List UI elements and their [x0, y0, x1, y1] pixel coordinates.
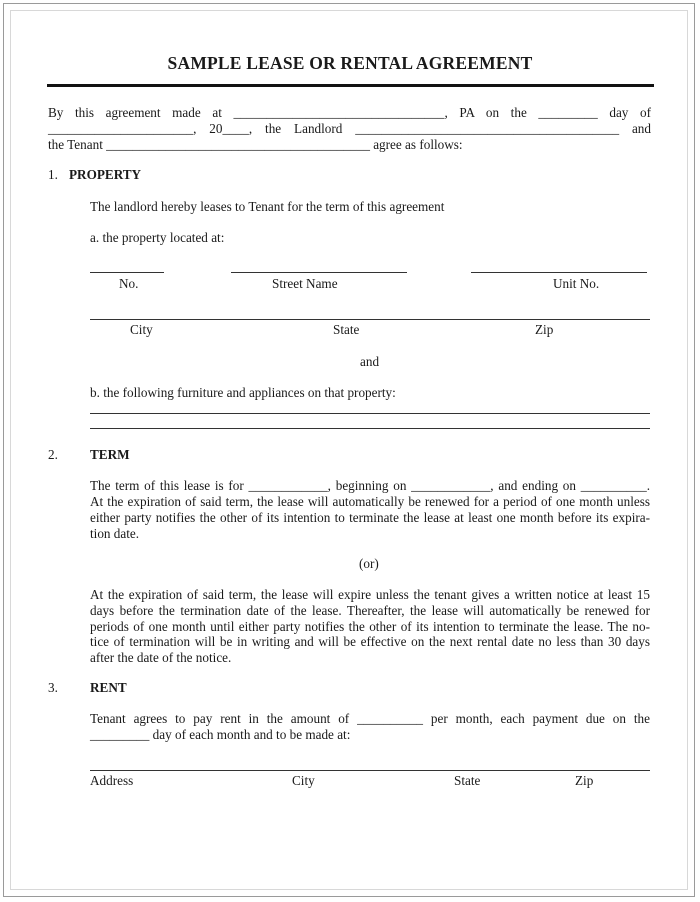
document-title: SAMPLE LEASE OR RENTAL AGREEMENT — [167, 53, 533, 73]
term-p2-line-4: tice of termination will be in writing and will be effective on the next rental date no less than 30 days — [90, 634, 650, 649]
section-3-number: 3. — [48, 680, 58, 695]
term-p1-line-4: tion date. — [90, 526, 140, 541]
term-p2-line-1: At the expiration of said term, the lease will expire unless the tenant gives a written notice at least 15 — [90, 587, 650, 602]
section-2-number: 2. — [48, 447, 58, 462]
term-p1-line-3: either party notifies the other of its intention to terminate the lease at least one month before its expira- — [90, 510, 650, 525]
field-label-state: State — [333, 322, 360, 337]
rent-line-2: _________ day of each month and to be made at: — [90, 727, 351, 742]
intro-line-2: ______________________, 20____, the Landlord ________________________________________ and — [48, 121, 651, 136]
rent-state-label: State — [454, 773, 481, 788]
address-label: Address — [90, 773, 134, 788]
field-line-no — [90, 272, 164, 273]
term-p1-line-1: The term of this lease is for ____________, beginning on ____________, and ending on __________. — [90, 478, 650, 493]
rent-zip-label: Zip — [575, 773, 594, 788]
rent-city-label: City — [292, 773, 315, 788]
field-line-city-state-zip — [90, 319, 650, 320]
term-p1-line-2: At the expiration of said term, the lease will automatically be renewed for a period of one month unless — [90, 494, 650, 509]
field-label-street: Street Name — [272, 276, 338, 291]
section-1-item-a: a. the property located at: — [90, 230, 225, 245]
field-label-no: No. — [119, 276, 139, 291]
term-p2-line-2: days before the termination date of the lease. Thereafter, the lease will automatically be renewed for — [90, 603, 650, 618]
section-1-heading: PROPERTY — [69, 167, 142, 182]
term-p2-line-5: after the date of the notice. — [90, 650, 232, 665]
or-text: (or) — [359, 556, 379, 571]
field-label-unit: Unit No. — [553, 276, 600, 291]
term-p2-line-3: periods of one month until either party notifies the other of its intention to terminate the lease. The no- — [90, 619, 650, 634]
title-rule — [47, 84, 654, 87]
intro-line-3: the Tenant ________________________________________ agree as follows: — [48, 137, 463, 152]
and-text: and — [360, 354, 380, 369]
field-line-street — [231, 272, 407, 273]
intro-line-1: By this agreement made at ________________________________, PA on the _________ day of — [48, 105, 651, 120]
rent-line-1: Tenant agrees to pay rent in the amount of __________ per month, each payment due on the — [90, 711, 650, 726]
furniture-line-2 — [90, 428, 650, 429]
section-2-heading: TERM — [90, 447, 130, 462]
section-1-item-b: b. the following furniture and appliances on that property: — [90, 385, 396, 400]
address-line — [90, 770, 650, 771]
section-1-text: The landlord hereby leases to Tenant for the term of this agreement — [90, 199, 445, 214]
field-label-zip: Zip — [535, 322, 554, 337]
field-line-unit — [471, 272, 647, 273]
section-3-heading: RENT — [90, 680, 127, 695]
section-1-number: 1. — [48, 167, 58, 182]
field-label-city: City — [130, 322, 153, 337]
furniture-line-1 — [90, 413, 650, 414]
